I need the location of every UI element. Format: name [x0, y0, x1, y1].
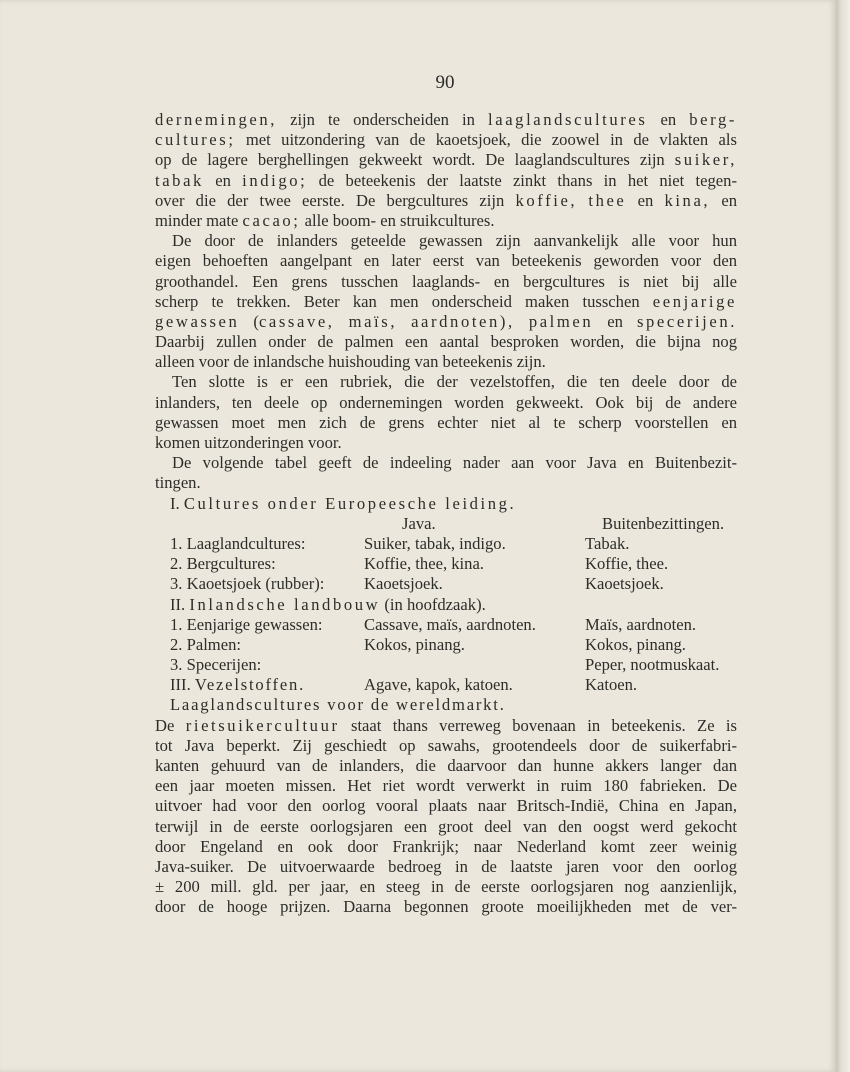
spaced-term: rietsuikercultuur	[185, 715, 340, 735]
row-buitenbezittingen: Peper, nootmuskaat.	[585, 655, 720, 675]
text-run: en	[710, 190, 737, 210]
table-rows-2	[155, 615, 737, 676]
row-java: Koffie, thee, kina.	[364, 554, 484, 574]
spaced-term: cultures;	[155, 130, 236, 150]
table-header	[155, 514, 737, 534]
text-run: en	[593, 311, 637, 331]
text-run: tingen.	[155, 473, 201, 493]
text-run: komen uitzonderingen voor.	[155, 433, 342, 452]
row-label: 2. Palmen:	[170, 634, 241, 654]
text-run: door de hooge prijzen. Daarna begonnen groote moeilijkheden met de ver-	[155, 897, 737, 917]
row-buitenbezittingen: Tabak.	[585, 533, 630, 553]
text-run	[577, 191, 588, 210]
text-line	[155, 433, 737, 453]
spaced-term: eenjarige	[652, 291, 737, 311]
text-run: De door de inlanders geteelde gewassen zijn aanvankelijk alle voor hun	[172, 231, 737, 251]
text-line	[155, 837, 737, 857]
spaced-term: kina,	[664, 190, 711, 210]
table-row	[155, 534, 737, 554]
spaced-term: thee	[588, 190, 627, 210]
text-run	[397, 312, 411, 331]
text-run: Daarbij zullen onder de palmen een aantal besproken worden, die bijna nog	[155, 332, 737, 352]
table-rows-1	[155, 534, 737, 595]
text-line	[155, 272, 737, 292]
row-label: 3. Kaoetsjoek (rubber):	[170, 574, 325, 594]
text-run: tot Java beperkt. Zij geschiedt op sawahs, grootendeels door de suikerfabri-	[155, 735, 737, 755]
text-line	[155, 473, 737, 493]
text-line	[155, 736, 737, 756]
page-edge	[836, 0, 850, 1072]
spaced-term: maïs,	[348, 311, 398, 331]
text-line	[155, 897, 737, 917]
text-run: minder mate	[155, 210, 243, 230]
text-run: een jaar moeten missen. Het riet wordt verwerkt in ruim 180 fabrieken. De	[155, 776, 737, 796]
row-java: Cassave, maïs, aardnoten.	[364, 614, 536, 634]
text-run: gewassen moet men zich de grens echter niet al te scherp voorstellen en	[155, 412, 737, 432]
spaced-term: koffie,	[515, 190, 578, 210]
text-run	[515, 312, 529, 331]
table-row	[155, 655, 737, 675]
header-java: Java.	[402, 513, 436, 533]
text-run: kanten gehuurd van de inlanders, die daarvoor dan hunne akkers langer dan	[155, 756, 737, 775]
text-run: De volgende tabel geeft de indeeling nader aan voor Java en Buitenbezit-	[172, 453, 737, 473]
row-label: 3. Specerijen:	[170, 655, 262, 675]
text-line	[155, 191, 737, 211]
text-line	[155, 332, 737, 352]
section-2-roman: II.	[170, 594, 186, 614]
text-run: met uitzondering van de kaoetsjoek, die zoowel in de vlakten als	[235, 130, 737, 150]
table-row	[155, 635, 737, 655]
text-line	[155, 453, 737, 473]
row-java: Kokos, pinang.	[364, 634, 465, 654]
text-run: uitvoer had voor den oorlog vooral plaats naar Britsch-Indië, China en Japan,	[155, 796, 737, 816]
row-buitenbezittingen: Kokos, pinang.	[585, 634, 686, 654]
section-2-title: Inlandsche landbouw	[189, 594, 381, 614]
paragraph-1	[155, 110, 737, 231]
text-run: De	[155, 715, 186, 735]
text-line	[155, 312, 737, 332]
text-line	[155, 756, 737, 776]
page-number: 90	[435, 72, 455, 93]
text-line	[155, 776, 737, 796]
table-row	[155, 615, 737, 635]
text-line	[155, 857, 737, 877]
text-line	[155, 211, 737, 231]
table-row	[155, 554, 737, 574]
text-line	[155, 372, 737, 392]
text-run: Ten slotte is er een rubriek, die der vezelstoffen, die ten deele door de	[172, 372, 737, 392]
text-line	[155, 292, 737, 312]
spaced-term: aardnoten),	[411, 311, 515, 331]
text-run: Java-suiker. De uitvoerwaarde bedroeg in de laatste jaren voor den oorlog	[155, 856, 737, 876]
text-run: op de lagere berghellingen gekweekt wordt. De laaglandscultures zijn	[155, 150, 675, 170]
section-heading: Laaglandscultures voor de wereldmarkt.	[170, 695, 506, 715]
spaced-term: cacao;	[242, 210, 301, 230]
text-run: groothandel. Een grens tusschen laaglands- en bergcultures is niet bij alle	[155, 271, 737, 291]
text-line	[155, 393, 737, 413]
text-run: terwijl in de eerste oorlogsjaren een groot deel van den oogst werd gekocht	[155, 816, 737, 836]
section-3-roman: III.	[170, 675, 191, 695]
text-line	[155, 251, 737, 271]
row-buitenbezittingen: Maïs, aardnoten.	[585, 614, 697, 634]
text-line	[155, 413, 737, 433]
table-row	[155, 574, 737, 594]
section-1-roman: I.	[170, 493, 180, 513]
spaced-term: dernemingen,	[155, 110, 277, 129]
paragraph-4	[155, 453, 737, 493]
row-java: Suiker, tabak, indigo.	[364, 533, 506, 553]
page-body	[155, 110, 737, 918]
spaced-term: laaglandscultures	[488, 110, 648, 129]
paragraph-3	[155, 372, 737, 453]
spaced-term: suiker,	[674, 150, 737, 170]
section-1-title: Cultures onder Europeesche leiding.	[183, 493, 517, 513]
row-label: 2. Bergcultures:	[170, 554, 276, 574]
spaced-term: specerijen.	[636, 311, 737, 331]
text-run: zijn te onderscheiden in	[276, 110, 489, 129]
text-run: alleen voor de inlandsche huishouding van beteekenis zijn.	[155, 352, 546, 372]
text-line	[155, 171, 737, 191]
text-run: inlanders, ten deele op ondernemingen worden gekweekt. Ook bij de andere	[155, 392, 737, 412]
text-run: eigen behoeften aangelpant en later eerst van beteekenis geworden voor den	[155, 251, 737, 271]
row-label: 1. Eenjarige gewassen:	[170, 614, 323, 634]
row-java: Kaoetsjoek.	[364, 574, 443, 594]
section-3-title: Vezelstoffen.	[194, 675, 306, 695]
row-label: 1. Laaglandcultures:	[170, 533, 306, 553]
section-3-java: Agave, kapok, katoen.	[364, 675, 513, 695]
text-run: scherp te trekken. Beter kan men onderscheid maken tusschen	[155, 291, 653, 311]
table-section-1	[155, 494, 737, 514]
text-line	[155, 877, 737, 897]
spaced-term: berg-	[689, 110, 737, 129]
text-line	[155, 231, 737, 251]
text-run: door Engeland en ook door Frankrijk; naar Nederland komt zeer weinig	[155, 836, 737, 856]
section-2-suffix: (in hoofdzaak).	[384, 594, 486, 614]
text-line	[155, 110, 737, 130]
paragraph-2	[155, 231, 737, 372]
row-buitenbezittingen: Kaoetsjoek.	[585, 574, 664, 594]
text-line	[155, 352, 737, 372]
text-run: (	[239, 311, 259, 331]
text-line	[155, 796, 737, 816]
section-3-buiten: Katoen.	[585, 675, 638, 695]
text-line	[155, 150, 737, 170]
spaced-term: palmen	[528, 311, 594, 331]
paragraph-5	[155, 716, 737, 918]
text-run: en	[203, 170, 243, 190]
culture-table	[155, 494, 737, 696]
text-run	[335, 312, 349, 331]
text-line	[155, 817, 737, 837]
spaced-term: tabak	[155, 170, 204, 190]
spaced-term: cassave,	[258, 311, 335, 331]
table-section-2	[155, 595, 737, 615]
text-run: ± 200 mill. gld. per jaar, en steeg in de eerste oorlogsjaren nog aanzienlijk,	[155, 877, 737, 897]
text-line	[155, 716, 737, 736]
spaced-term: gewassen	[155, 311, 240, 331]
text-line	[155, 130, 737, 150]
table-section-3	[155, 675, 737, 695]
text-run: alle boom- en struikcultures.	[300, 210, 495, 230]
spaced-term: indigo;	[242, 170, 308, 190]
text-run: staat thans verreweg bovenaan in beteekenis. Ze is	[339, 715, 737, 735]
text-run: en	[647, 110, 690, 129]
row-buitenbezittingen: Koffie, thee.	[585, 554, 669, 574]
text-run: en	[626, 190, 665, 210]
text-run: de beteekenis der laatste zinkt thans in het niet tegen-	[307, 170, 737, 190]
header-buitenbezittingen: Buitenbezittingen.	[602, 513, 725, 533]
text-run: over die der twee eerste. De bergcultures zijn	[155, 190, 516, 210]
